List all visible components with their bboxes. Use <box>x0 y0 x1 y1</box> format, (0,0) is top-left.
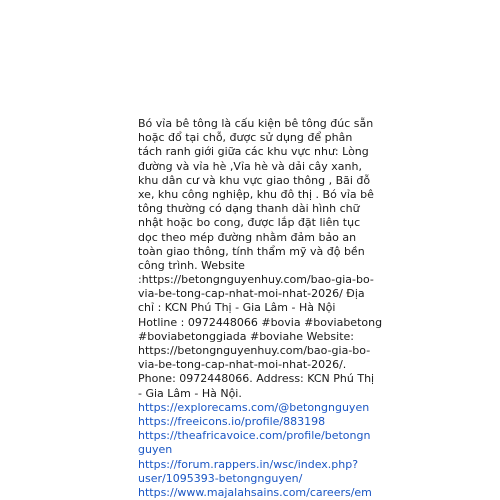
rappers-forum-link-continued[interactable]: user/1095393-betongnguyen/ <box>138 471 303 485</box>
body-text-line: khu dân cư và khu vực giao thông , Bãi đỗ <box>138 173 371 187</box>
body-text-line: #boviabetonggiada #boviahe Website: <box>138 329 355 343</box>
document-text-block <box>138 117 383 500</box>
body-text-line: xe, khu công nghiệp, khu đô thị . Bó vỉa bê <box>138 187 374 201</box>
explorecams-link[interactable]: https://explorecams.com/@betongnguyen <box>138 400 370 414</box>
body-text-line: via-be-tong-cap-nhat-moi-nhat-2026/. <box>138 358 347 372</box>
body-text-line: Bó vỉa bê tông là cấu kiện bê tông đúc sẵn <box>138 117 374 130</box>
body-text-line: :https://betongnguyenhuy.com/bao-gia-bo- <box>138 273 374 287</box>
body-text-line: Phone: 0972448066. Address: KCN Phú Thị <box>138 372 375 386</box>
body-text-line: - Gia Lâm - Hà Nội. <box>138 386 242 400</box>
rappers-forum-link[interactable]: https://forum.rappers.in/wsc/index.php? <box>138 457 359 471</box>
freeicons-link[interactable]: https://freeicons.io/profile/883198 <box>138 414 326 428</box>
body-text-line: toàn giao thông, tính thẩm mỹ và độ bền <box>138 244 365 258</box>
majalahsains-link[interactable]: https://www.majalahsains.com/careers/em <box>138 485 372 499</box>
body-text-line: chỉ : KCN Phú Thị - Gia Lâm - Hà Nội <box>138 301 336 315</box>
body-text-line: nhật hoặc bo cong, được lắp đặt liên tục <box>138 216 361 230</box>
body-text-line: https://betongnguyenhuy.com/bao-gia-bo- <box>138 344 371 357</box>
body-text-line: tách ranh giới giữa các khu vực như: Lòng <box>138 145 369 159</box>
body-text-line: đường và vỉa hè ,Vỉa hè và dải cây xanh, <box>138 159 362 173</box>
theafricavoice-link-continued[interactable]: guyen <box>138 443 173 457</box>
body-text-line: công trình. Website <box>138 258 245 272</box>
body-text-line: tông thường có dạng thanh dài hình chữ <box>138 202 360 216</box>
body-text-line: dọc theo mép đường nhằm đảm bảo an <box>138 230 357 244</box>
body-text-line: Hotline : 0972448066 #bovia #boviabetong <box>138 315 383 329</box>
body-text-line: via-be-tong-cap-nhat-moi-nhat-2026/ Địa <box>138 287 365 301</box>
body-text-line: hoặc đổ tại chỗ, được sử dụng để phân <box>138 131 353 145</box>
theafricavoice-link[interactable]: https://theafricavoice.com/profile/betongn <box>138 429 371 443</box>
